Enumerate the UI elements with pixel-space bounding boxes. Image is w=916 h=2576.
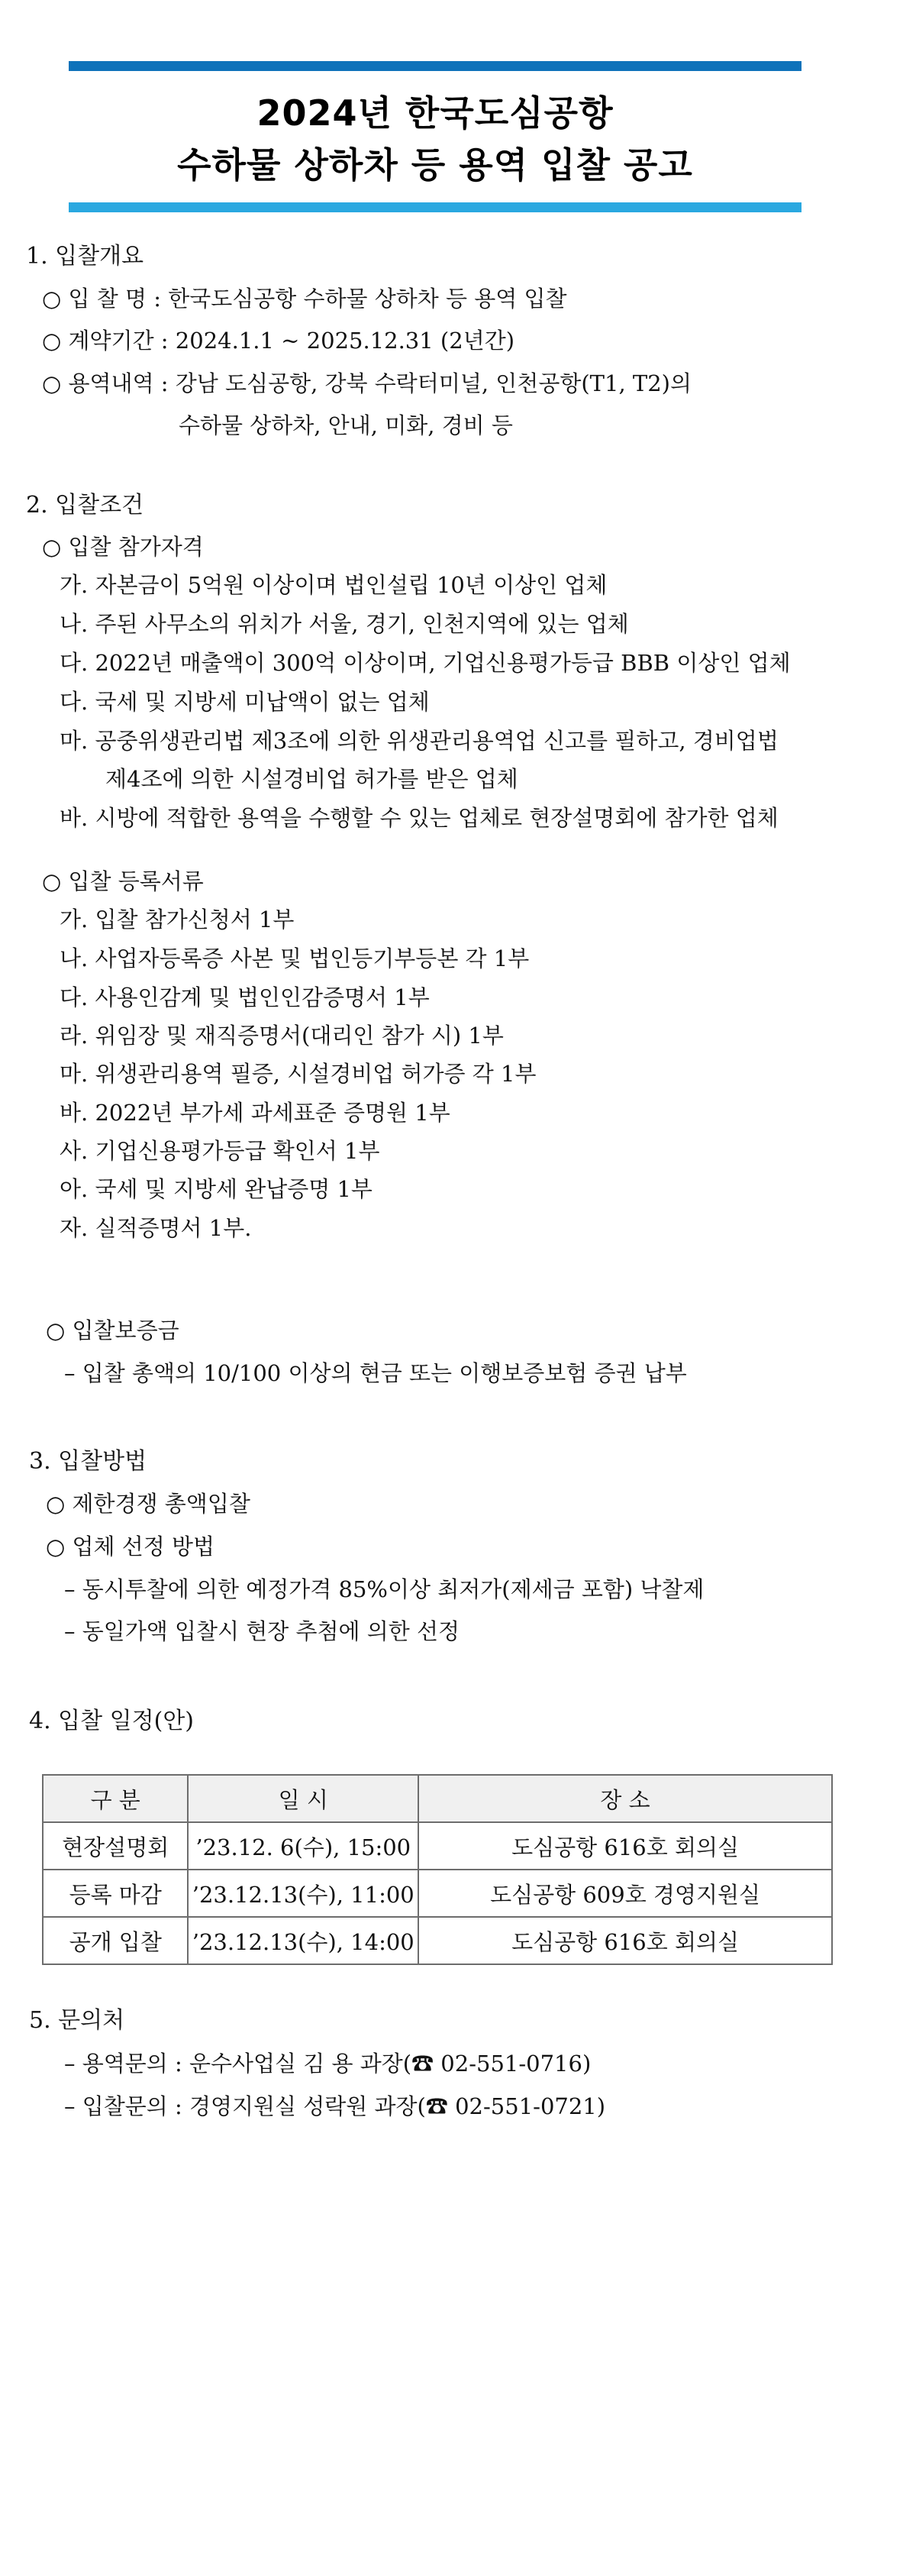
title-top-rule [69, 61, 802, 71]
section1-item-text: 입 찰 명 : 한국도심공항 수하물 상하차 등 용역 입찰 [68, 286, 567, 312]
title-block [69, 61, 802, 212]
section1-item-name [42, 283, 567, 314]
documents-item: 바. 2022년 부가세 과세표준 증명원 1부 [60, 1100, 450, 1126]
table-cell: 도심공항 616호 회의실 [418, 1917, 832, 1964]
documents-item: 나. 사업자등록증 사본 및 법인등기부등본 각 1부 [60, 945, 530, 971]
title-line-1: 2024년 한국도심공항 [256, 92, 614, 134]
circle-bullet-icon: ○ [42, 286, 62, 312]
documents-item: 마. 위생관리용역 필증, 시설경비업 허가증 각 1부 [60, 1061, 537, 1087]
qualification-item: 나. 주된 사무소의 위치가 서울, 경기, 인천지역에 있는 업체 [60, 611, 629, 637]
bond-item: – 입찰 총액의 10/100 이상의 현금 또는 이행보증보험 증권 납부 [64, 1360, 687, 1386]
section1-item-text: 계약기간 : 2024.1.1 ~ 2025.12.31 (2년간) [68, 328, 515, 354]
bond-heading: ○ 입찰보증금 [46, 1317, 179, 1343]
table-header-cell: 일 시 [188, 1775, 418, 1822]
qualification-item: 다. 2022년 매출액이 300억 이상이며, 기업신용평가등급 BBB 이상인 업체 [60, 650, 791, 676]
section5-heading: 5. 문의처 [29, 2007, 125, 2034]
section1-item-period [42, 325, 514, 356]
qualification-item: 가. 자본금이 5억원 이상이며 법인설립 10년 이상인 업체 [60, 572, 608, 598]
table-cell: ’23.12.13(수), 11:00 [188, 1870, 418, 1917]
table-cell: 현장설명회 [43, 1822, 188, 1870]
table-cell: 도심공항 616호 회의실 [418, 1822, 832, 1870]
documents-item: 라. 위임장 및 재직증명서(대리인 참가 시) 1부 [60, 1023, 504, 1049]
table-cell: 도심공항 609호 경영지원실 [418, 1870, 832, 1917]
method-sub-item: – 동일가액 입찰시 현장 추첨에 의한 선정 [64, 1618, 460, 1644]
section1-heading: 1. 입찰개요 [26, 243, 144, 270]
contact-item: – 입찰문의 : 경영지원실 성락원 과장(☎ 02-551-0721) [64, 2093, 606, 2119]
documents-item: 사. 기업신용평가등급 확인서 1부 [60, 1138, 380, 1164]
table-header-row [43, 1775, 832, 1822]
schedule-table [42, 1774, 833, 1965]
table-header-cell: 구 분 [43, 1775, 188, 1822]
table-cell: ’23.12. 6(수), 15:00 [188, 1822, 418, 1870]
qualification-item: 바. 시방에 적합한 용역을 수행할 수 있는 업체로 현장설명회에 참가한 업체 [60, 805, 779, 831]
qualification-item: 마. 공중위생관리법 제3조에 의한 위생관리용역업 신고를 필하고, 경비업법 [60, 728, 779, 754]
table-row [43, 1822, 832, 1870]
section4-heading: 4. 입찰 일정(안) [29, 1708, 195, 1734]
documents-item: 다. 사용인감계 및 법인인감증명서 1부 [60, 984, 430, 1010]
section3-heading: 3. 입찰방법 [29, 1448, 147, 1475]
method-item: ○ 제한경쟁 총액입찰 [46, 1491, 250, 1517]
section1-item-text: 용역내역 : 강남 도심공항, 강북 수락터미널, 인천공항(T1, T2)의 [68, 370, 692, 396]
table-cell: ’23.12.13(수), 14:00 [188, 1917, 418, 1964]
table-cell: 등록 마감 [43, 1870, 188, 1917]
table-row [43, 1917, 832, 1964]
documents-heading: ○ 입찰 등록서류 [42, 868, 204, 894]
section1-scope-continuation: 수하물 상하차, 안내, 미화, 경비 등 [179, 412, 513, 438]
qualification-item: 다. 국세 및 지방세 미납액이 없는 업체 [60, 689, 430, 715]
contact-item: – 용역문의 : 운수사업실 김 용 과장(☎ 02-551-0716) [64, 2051, 592, 2077]
documents-item: 자. 실적증명서 1부. [60, 1215, 252, 1241]
circle-bullet-icon: ○ [42, 370, 62, 396]
documents-item: 가. 입찰 참가신청서 1부 [60, 907, 295, 932]
method-item: ○ 업체 선정 방법 [46, 1534, 215, 1559]
section1-item-scope [42, 368, 692, 399]
table-row [43, 1870, 832, 1917]
title-bottom-rule [69, 202, 802, 212]
qualification-heading: ○ 입찰 참가자격 [42, 534, 204, 560]
qualification-item-continuation: 제4조에 의한 시설경비업 허가를 받은 업체 [105, 766, 518, 792]
table-header-cell: 장 소 [418, 1775, 832, 1822]
circle-bullet-icon: ○ [42, 328, 62, 354]
documents-item: 아. 국세 및 지방세 완납증명 1부 [60, 1176, 373, 1202]
title-line-2: 수하물 상하차 등 용역 입찰 공고 [177, 144, 693, 186]
method-sub-item: – 동시투찰에 의한 예정가격 85%이상 최저가(제세금 포함) 낙찰제 [64, 1576, 705, 1602]
section2-heading: 2. 입찰조건 [26, 492, 144, 519]
table-cell: 공개 입찰 [43, 1917, 188, 1964]
